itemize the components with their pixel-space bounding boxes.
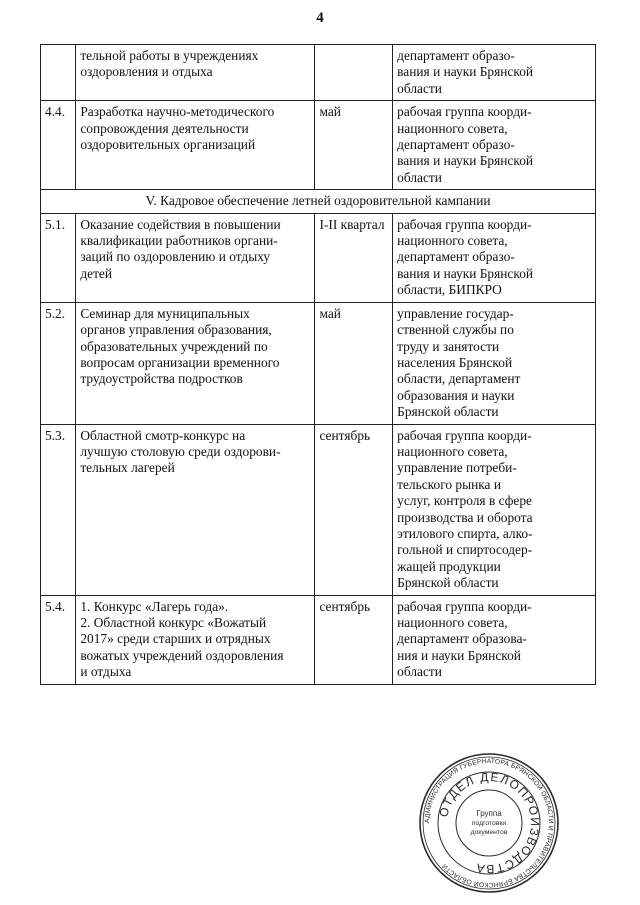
term-text: сентябрь	[315, 424, 393, 595]
office-stamp	[418, 752, 560, 894]
event-text: Областной смотр-конкурс на лучшую столовую среди оздорови- тельных лагерей	[76, 424, 315, 595]
executor-text: рабочая группа коорди- национного совета, департамент образо- вания и науки Брянской области	[393, 101, 596, 190]
stamp-center-line: подготовки	[471, 820, 507, 827]
page-number: 4	[316, 10, 324, 26]
stamp-seal-icon	[418, 752, 560, 894]
executor-text: рабочая группа коорди- национного совета, управление потреби- тельского рынка и услуг, контроля в сфере производства и оборота этилового спирта, алко- гольной и спиртосодер- жащей продукции Брянской области	[393, 424, 596, 595]
stamp-outer-text: АДМИНИСТРАЦИЯ ГУБЕРНАТОРА БРЯНСКОЙ ОБЛАСТИ И ПРАВИТЕЛЬСТВА БРЯНСКОЙ ОБЛАСТИ	[423, 757, 555, 889]
event-text: Разработка научно-методического сопровождения деятельности оздоровительных организаций	[76, 101, 315, 190]
event-text: 1. Конкурс «Лагерь года». 2. Областной конкурс «Вожатый 2017» среди старших и отрядных вожатых учреждений оздоровления и отдыха	[76, 595, 315, 684]
row-number	[41, 45, 76, 101]
table-row	[41, 45, 596, 101]
executor-text: управление государ- ственной службы по труду и занятости населения Брянской области, департамент образования и науки Брянской области	[393, 302, 596, 424]
table-row	[41, 595, 596, 684]
activity-plan-table	[40, 44, 596, 685]
table-row	[41, 213, 596, 302]
table-row	[41, 302, 596, 424]
stamp-center-line: Группа	[476, 809, 502, 818]
executor-text: рабочая группа коорди- национного совета, департамент образо- вания и науки Брянской области, БИПКРО	[393, 213, 596, 302]
term-text: май	[315, 101, 393, 190]
table-row	[41, 101, 596, 190]
term-text	[315, 45, 393, 101]
section-title: V. Кадровое обеспечение летней оздоровительной кампании	[41, 190, 596, 213]
row-number: 5.2.	[41, 302, 76, 424]
row-number: 5.3.	[41, 424, 76, 595]
table-row	[41, 424, 596, 595]
event-text: Оказание содействия в повышении квалификации работников органи- заций по оздоровлению и отдыху детей	[76, 213, 315, 302]
executor-text: департамент образо- вания и науки Брянской области	[393, 45, 596, 101]
event-text: тельной работы в учреждениях оздоровления и отдыха	[76, 45, 315, 101]
term-text: сентябрь	[315, 595, 393, 684]
stamp-center-line: документов	[470, 829, 508, 836]
stamp-inner-text: ОТДЕЛ ДЕЛОПРОИЗВОДСТВА	[436, 769, 543, 877]
row-number: 4.4.	[41, 101, 76, 190]
section-header-row	[41, 190, 596, 213]
row-number: 5.1.	[41, 213, 76, 302]
term-text: I-II квартал	[315, 213, 393, 302]
executor-text: рабочая группа коорди- национного совета, департамент образова- ния и науки Брянской области	[393, 595, 596, 684]
term-text: май	[315, 302, 393, 424]
row-number: 5.4.	[41, 595, 76, 684]
event-text: Семинар для муниципальных органов управления образования, образовательных учреждений по вопросам организации временного трудоустройства подростков	[76, 302, 315, 424]
